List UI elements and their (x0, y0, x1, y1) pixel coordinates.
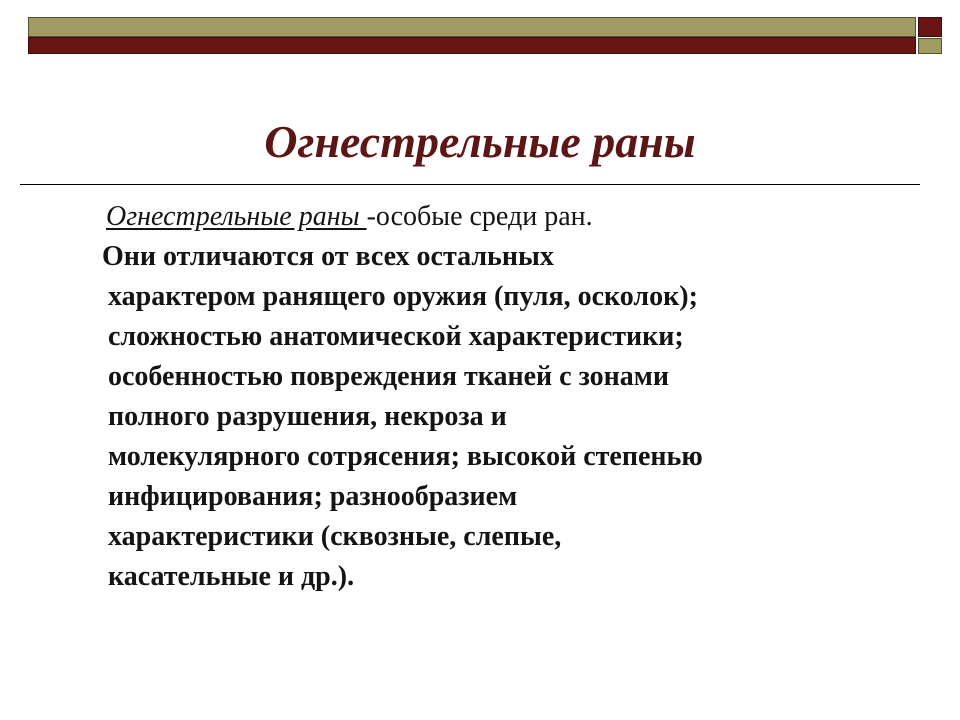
body-line: особенностью повреждения тканей с зонами (108, 361, 670, 392)
header-bar-maroon (28, 37, 916, 54)
body-line: сложностью анатомической характеристики; (108, 321, 684, 352)
term-highlight: Огнестрельные раны (106, 201, 367, 232)
slide-title: Огнестрельные раны (264, 116, 696, 167)
corner-square-olive (918, 38, 942, 54)
definition-line (106, 197, 928, 237)
body-line: Они отличаются от всех остальных (102, 241, 554, 272)
slide-body (102, 197, 928, 597)
definition-text: -особые среди ран. (366, 201, 593, 232)
body-line: инфицирования; разнообразием (108, 481, 518, 512)
body-line: характером ранящего оружия (пуля, осколок); (108, 281, 698, 312)
body-line: молекулярного сотрясения; высокой степенью (108, 441, 703, 472)
body-line: касательные и др.). (108, 561, 355, 592)
body-line: полного разрушения, некроза и (108, 401, 507, 432)
corner-square-maroon (918, 17, 942, 37)
body-line: характеристики (сквозные, слепые, (108, 521, 562, 552)
header-bar-olive (28, 17, 916, 37)
title-divider (20, 184, 920, 185)
